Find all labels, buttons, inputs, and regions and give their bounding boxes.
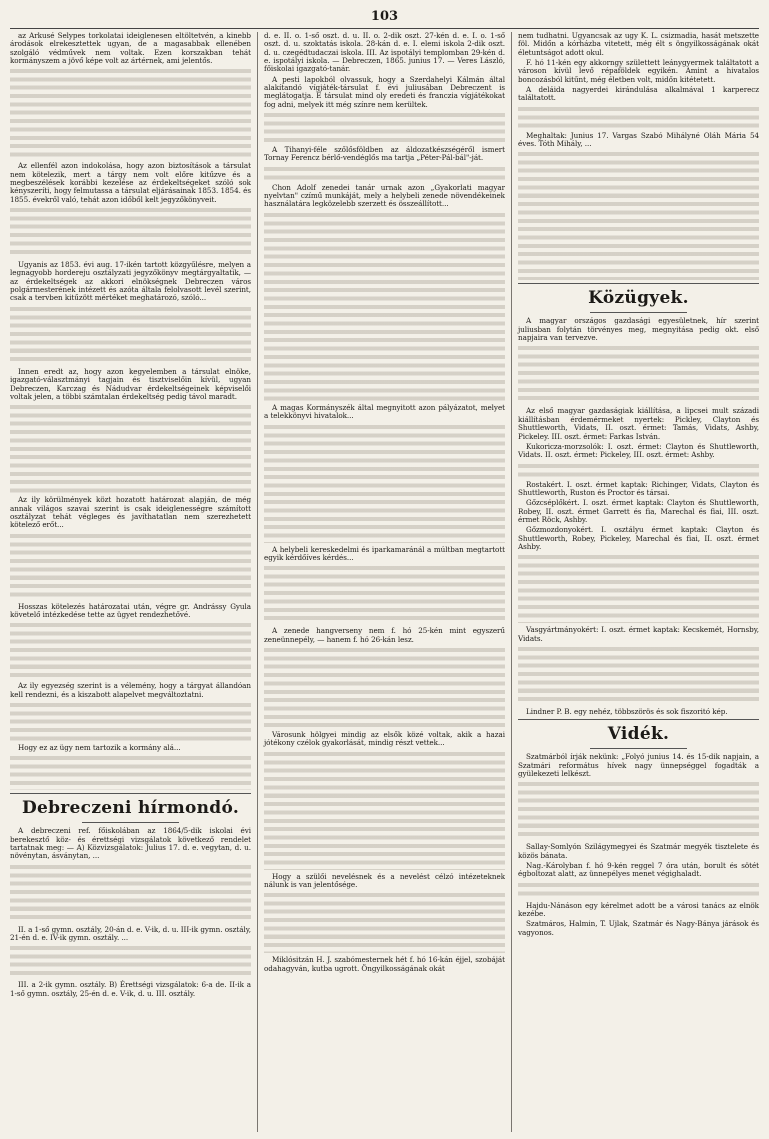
dense-text-block (10, 754, 251, 790)
dense-text-block (518, 344, 759, 404)
col3-kozugyek-paragraph: Lindner P. B. egy nehéz, többszörös és sok fiszoritó kép. (526, 706, 728, 716)
col3-paragraph: F. hó 11-kén egy akkorngy születtett leánygyermek találtatott a városon kívül levő répaföldek egyikén. Amint a hivatalos boncozásból kitűnt, még életben volt, midőn kitétetett. (518, 58, 759, 84)
col2-paragraph: A magas Kormányszék által megnyitott azon pályázatot, melyet a telekkönyvi hivatalok... (264, 402, 505, 421)
dense-text-block (264, 891, 505, 953)
dense-text-block (10, 863, 251, 923)
section-rule (10, 793, 251, 794)
col3-kozugyek-paragraph: Rostakért. I. oszt. érmet kaptak: Richinger, Vidats, Clayton és Shuttleworth, Ruston és Proctor és társai. (518, 479, 759, 497)
col3-kozugyek-paragraph: Gőzmozdonyokért. I. osztályu érmet kaptak: Clayton és Shuttleworth, Robey, Pickeley, Marechal és fiai, II. oszt. érmet Ashby. (518, 525, 759, 551)
col1-section-paragraph: III. a 2-ik gymn. osztály. B) Érettségi vizsgálatok: 6-a de. II-ik a 1-ső gymn. osztály, 25-én d. e. V-ik, d. u. III. osztály. (10, 980, 251, 998)
page-number: 103 (370, 9, 399, 24)
col2-paragraph: Városunk hölgyei mindig az elsők közé voltak, akik a hazai jótékony czélok gyakorlását, mindig részt vettek... (264, 729, 505, 748)
section-title-videk: Vidék. (607, 724, 670, 745)
col3-videk-paragraph: Szatmárból írják nekünk: „Folyó junius 14. és 15-dik napjain, a Szatmári református hívek nagy ünnepséggel fogadták a gyülekezeti lelkészt. (518, 752, 759, 778)
col1-paragraph: Ugyanis az 1853. évi aug. 17-ikén tartott közgyűlésre, melyen a legnagyobb hordereju osztályzati jegyzőkönyv megtárgyaltatik, — az érdekeltségek az akkori elnökségnek Debreczen város polgármesterének intézett és azóta általa felolvasott levél szerint, csak a tervben kitűzött mértéket meghatározó, szóló... (10, 260, 251, 303)
dense-text-block (518, 881, 759, 899)
dense-text-block (264, 423, 505, 543)
col3-paragraph: nem tudhatni. Ugyancsak az ugy K. L. csizmadia, hasát metszette föl. Midőn a kórházba vitetett, még élt s öngyilkosságának okát életuntságot adott okul. (518, 32, 759, 57)
dense-text-block (518, 780, 759, 840)
dense-text-block (10, 67, 251, 159)
col3-paragraph: Meghaltak: Junius 17. Vargas Szabó Mihályné Oláh Mária 54 éves. Tóth Mihály, ... (518, 130, 759, 149)
dense-text-block (518, 462, 759, 478)
col3-videk-paragraph: Sallay-Somlyón Szilágymegyei és Szatmár megyék tisztelete és közös bánata. (518, 842, 759, 860)
col1-paragraph: Innen eredt az, hogy azon kegyelemben a társulat elnöke, igazgató-választmányi tagjain és tisztviselőin kívül, ugyan Debreczen, Karczag és Nádudvar érdekeltségeinek képviselői voltak jelen, a többi számtalan érdekeltség pedig távol maradt. (10, 366, 251, 401)
section-title-debreczeni-hirmondo: Debreczeni hírmondó. (21, 798, 240, 819)
col1-paragraph: az Árkusé Selypes torkolatai ideiglenesen eltöltetvén, a kinebb árodások elrekesztettek ugyan, de a magasabbak ellenében szolgáló védművek nem voltak. Ezen korszakban tehát kormányszem a jövő képe volt az ártérnek, ami jelentős. (10, 32, 251, 66)
column-2 (257, 32, 505, 1132)
dense-text-block (264, 211, 505, 401)
section-rule (518, 719, 759, 720)
dense-text-block (10, 206, 251, 258)
dense-text-block (10, 944, 251, 978)
dense-text-block (10, 403, 251, 493)
dense-text-block (264, 646, 505, 728)
dense-text-block (264, 111, 505, 143)
col2-paragraph: A pesti lapokból olvassuk, hogy a Szerdahelyi Kálmán által alakítandó vígjáték-társulat f. évi juliusában Debreczent is meglátogatja. E társulat mind oly eredeti és franczia vígjátékokat fog adni, melyek itt még színre nem kerültek. (264, 74, 505, 109)
col2-paragraph: A zenede hangverseny nem f. hó 25-kén mint egyszerű zeneünnepély, — hanem f. hó 26-kán lesz. (264, 626, 505, 644)
col3-kozugyek-paragraph: A magyar országos gazdasági egyesületnek, hír szerint juliusban folytán törvényes meg, megnyitása pedig okt. első napjaira van tervezve. (518, 316, 759, 343)
section-title-kozugyek: Közügyek. (588, 288, 689, 309)
col3-kozugyek-paragraph: Kukoricza-morzsolók: I. oszt. érmet: Clayton és Shuttleworth, Vidats. II. oszt. érmet: Pickeley, III. oszt. érmet: Ashby. (518, 441, 759, 460)
col2-paragraph: Miklósitzán H. J. szabómesternek hét f. hó 16-kán éjjel, szobáját odahagyván, kutba ugrott. Öngyilkosságának okát (264, 955, 505, 973)
col2-paragraph: d. e. II. o. 1-ső oszt. d. u. II. o. 2-dik oszt. 27-kén d. e. I. o. 1-ső oszt. d. u. szoktatás iskola. 28-kán d. e. I. elemi iskola 2-dik oszt. d. u. czegédtudaczai iskola. III. Az ispotályi templomban 29-kén d. e. ispotályi iskola. — Debreczen, 1865. junius 17. — Veres László, főiskolai igazgató-tanár. (264, 32, 505, 74)
dense-text-block (518, 105, 759, 129)
columns (10, 32, 759, 1132)
col3-videk-paragraph: Nag.-Károlyban f. hó 9-kén reggel 7 óra után, borult és sötét égboltozat alatt, az ünnepélyes menet végighaladt. (518, 861, 759, 879)
section-rule (82, 822, 178, 823)
col1-paragraph: Hosszas kötelezés határozatai után, végre gr. Andrássy Gyula követelő intézkedése tette az ügyet rendezhetővé. (10, 601, 251, 619)
dense-text-block (518, 553, 759, 623)
column-3 (511, 32, 759, 1132)
col1-paragraph: Az ily egyezség szerint is a vélemény, hogy a tárgyat állandóan kell rendezni, és a kiszabott alapelvet megváltoztatni. (10, 681, 251, 699)
col2-paragraph: Chon Adolf zenedei tanár urnak azon „Gyakorlati magyar nyelvtan" czímű munkáját, mely a helybeli zenede növendékeinek használatára legközelebb szerzett és összeállított... (264, 182, 505, 209)
col3-kozugyek-paragraph: Az első magyar gazdaságiak kiállítása, a lipcsei mult századi kiállításban érdemérmeket nyertek: Pickley, Clayton és Shuttleworth, Vidats, II. oszt. érmet: Tamás, Vidats, Ashby, Pickeley. III. oszt. érmet: Farkas István. (518, 406, 759, 441)
col2-paragraph: A Tihanyi-féle szőlősföldben az áldozatkészségéről ismert Tornay Ferencz bérlő-vendéglős ma tartja „Péter-Pál-bál"-ját. (264, 145, 505, 163)
dense-text-block (264, 750, 505, 870)
col3-videk-paragraph: Hajdu-Nánáson egy kérelmet adott be a városi tanács az elnök kezébe. (518, 900, 759, 919)
col2-paragraph: A helybeli kereskedelmi és iparkamaránál a múltban megtartott egyik kérdőíves kérdés... (264, 544, 505, 562)
col1-paragraph: Hogy ez az ügy nem tartozik a kormány alá... (18, 742, 181, 752)
dense-text-block (10, 621, 251, 679)
col1-paragraph: Az ellenfél azon indokolása, hogy azon biztosítások a társulat nem kötelezik, mert a tárgy nem volt előre kitűzve és a megbeszélések korábbi kezelése az érdekeltségeket szóló sok kényszeríti, hogy felmutassa a társulat eljárásainak 1853. 1854. és 1855. évekről való, tehát azon időből kelt jegyzőkönyveit. (10, 161, 251, 204)
col1-section-paragraph: A debreczeni ref. főiskolában az 1864/5-dik iskolai évi berekesztő köz- és érettségi vizsgálatok következő rendelet tartatnak meg: — A) Közvizsgálatok: Julius 17. d. e. vegytan, d. u. növénytan, ásványtan, ... (10, 826, 251, 861)
col3-paragraph: A deláida nagyerdei kirándulása alkalmával 1 karperecz találtatott. (518, 85, 759, 103)
dense-text-block (264, 165, 505, 181)
dense-text-block (264, 564, 505, 624)
column-1 (10, 32, 251, 1132)
col2-paragraph: Hogy a szülői nevelésnek és a nevelést célzó intézeteknek nálunk is van jelentősége. (264, 871, 505, 889)
dense-text-block (10, 532, 251, 600)
section-rule (590, 748, 686, 749)
dense-text-block (10, 305, 251, 365)
section-rule (518, 283, 759, 284)
col3-videk-paragraph: Szatmáros, Halmin, T. Ujlak, Szatmár és Nagy-Bánya járások és vagyonos. (518, 919, 759, 937)
dense-text-block (518, 645, 759, 705)
col3-kozugyek-paragraph: Gőzcséplőkért. I. oszt. érmet kaptak: Clayton és Shuttleworth, Robey, II. oszt. érmet Garrett és fia, Marechal és fiai, III. oszt. érmet Röck, Ashby. (518, 498, 759, 524)
dense-text-block (518, 150, 759, 280)
header-rule (10, 28, 759, 29)
col1-paragraph: Az ily körülmények közt hozatott határozat alapján, de még annak világos szavai szerint is csak ideiglenességre számított osztályzat tehát végleges és javíthatatlan nem szerezhetett kötelező erőt... (10, 495, 251, 530)
col1-section-paragraph: II. a 1-ső gymn. osztály, 20-án d. e. V-ik, d. u. III-ik gymn. osztály, 21-én d. e. IV-ik gymn. osztály. ... (10, 924, 251, 942)
section-rule (590, 312, 686, 313)
dense-text-block (10, 701, 251, 741)
col3-kozugyek-paragraph: Vasgyártmányokért: I. oszt. érmet kaptak: Kecskemét, Hornsby, Vidats. (518, 625, 759, 643)
